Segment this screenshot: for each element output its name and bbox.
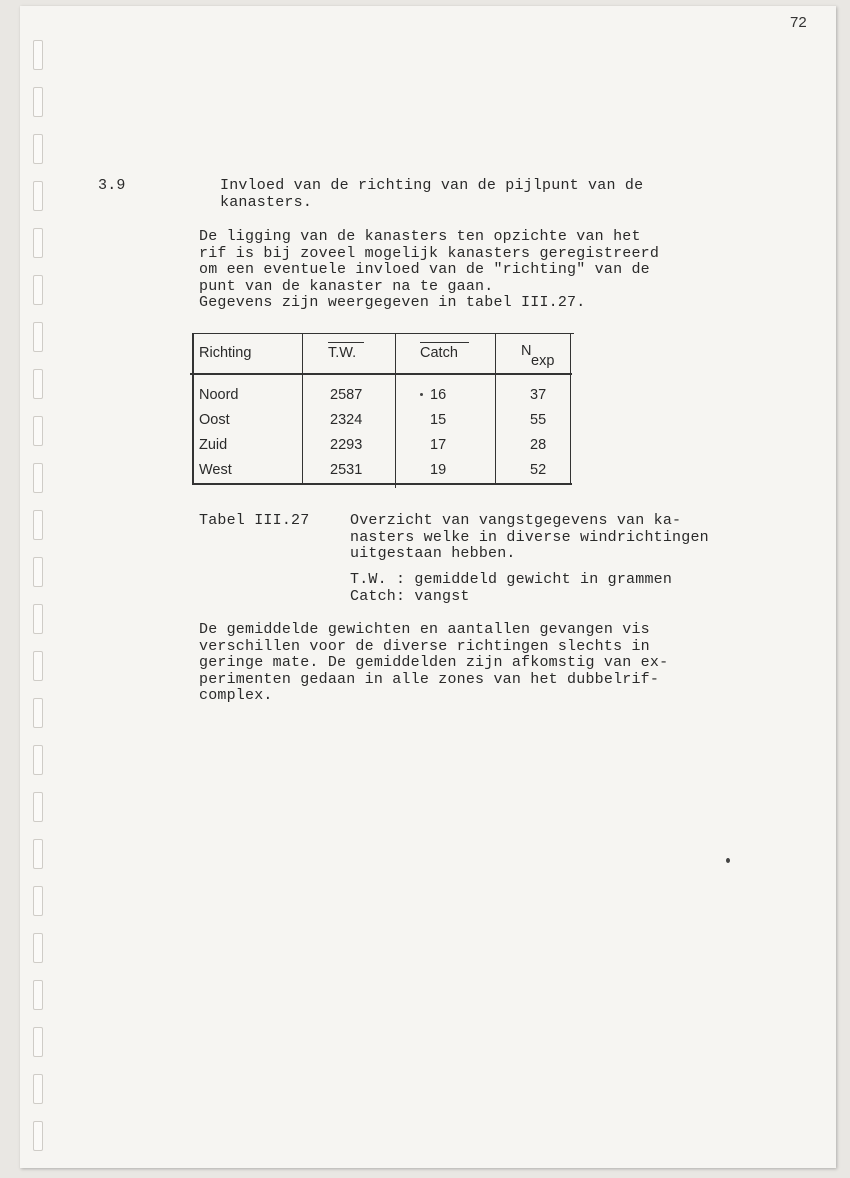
table-rule [495,333,496,484]
text-line: complex. [199,687,273,704]
cell-catch: 17 [430,437,447,453]
table-caption-label: Tabel III.27 [199,512,310,529]
cell-n: 37 [530,387,547,403]
table-legend [350,572,672,605]
binding-hole [33,1074,43,1104]
intro-paragraph [199,229,659,312]
text-line: Gegevens zijn weergegeven in tabel III.27. [199,294,586,311]
text-line: geringe mate. De gemiddelden zijn afkomstig van ex- [199,654,669,671]
binding-hole [33,792,43,822]
text-line: De gemiddelde gewichten en aantallen gevangen vis [199,621,650,638]
binding-hole [33,87,43,117]
section-title [220,178,643,211]
cell-tw: 2531 [330,462,363,478]
cell-catch: 16 [430,387,447,403]
ink-speck [726,858,730,863]
binding-hole [33,651,43,681]
text-line: perimenten gedaan in alle zones van het dubbelrif- [199,670,660,688]
binding-hole [33,886,43,916]
binding-hole [33,463,43,493]
table-rule [302,333,303,484]
header-tw: T.W. [328,345,357,361]
cell-n: 28 [530,437,547,453]
table-rule [192,333,574,334]
cell-richting: West [199,462,232,478]
cell-tw: 2324 [330,412,363,428]
text-line: T.W. : gemiddeld gewicht in grammen [350,571,673,588]
text-line: rif is bij zoveel mogelijk kanasters geregistreerd [199,244,660,262]
binding-hole [33,275,43,305]
binding-hole [33,933,43,963]
binding-hole [33,134,43,164]
cell-catch: 19 [430,462,447,478]
cell-n: 55 [530,412,547,428]
table-rule [192,483,572,485]
binding-hole [33,604,43,634]
header-richting: Richting [199,345,252,361]
table-rule [192,333,194,484]
section-title-line: kanasters. [220,193,313,211]
overline-tw [328,342,364,343]
binding-hole [33,416,43,446]
table-rule [570,333,571,484]
binding-hole [33,980,43,1010]
binding-hole [33,745,43,775]
cell-richting: Noord [199,387,239,403]
cell-tw: 2587 [330,387,363,403]
text-line: De ligging van de kanasters ten opzichte van het [199,228,641,245]
binding-hole [33,1121,43,1151]
table-rule [395,333,396,488]
ink-speck [420,393,423,396]
binding-hole [33,557,43,587]
binding-hole [33,40,43,70]
text-line: verschillen voor de diverse richtingen slechts in [199,637,650,655]
binding-hole [33,1027,43,1057]
binding-hole [33,510,43,540]
text-line: nasters welke in diverse windrichtingen [350,528,709,546]
binding-hole [33,322,43,352]
binding-hole [33,839,43,869]
cell-n: 52 [530,462,547,478]
table-caption-text [350,513,709,563]
table-rule [190,373,572,375]
header-n-subscript: exp [531,353,555,369]
text-line: punt van de kanaster na te gaan. [199,277,494,295]
binding-hole [33,698,43,728]
cell-richting: Zuid [199,437,228,453]
text-line: uitgestaan hebben. [350,545,516,562]
page-number: 72 [790,14,807,31]
text-line: Catch: vangst [350,587,470,605]
header-n: N [521,343,532,359]
text-line: Overzicht van vangstgegevens van ka- [350,512,682,529]
cell-catch: 15 [430,412,447,428]
cell-richting: Oost [199,412,230,428]
section-number: 3.9 [98,177,126,194]
overline-catch [420,342,469,343]
binding-hole [33,369,43,399]
cell-tw: 2293 [330,437,363,453]
conclusion-paragraph [199,622,668,705]
section-title-line: Invloed van de richting van de pijlpunt van de [220,177,644,194]
data-table-iii-27 [190,333,572,485]
header-catch: Catch [420,345,458,361]
binding-hole [33,228,43,258]
binding-hole [33,181,43,211]
text-line: om een eventuele invloed van de "richting" van de [199,261,650,278]
